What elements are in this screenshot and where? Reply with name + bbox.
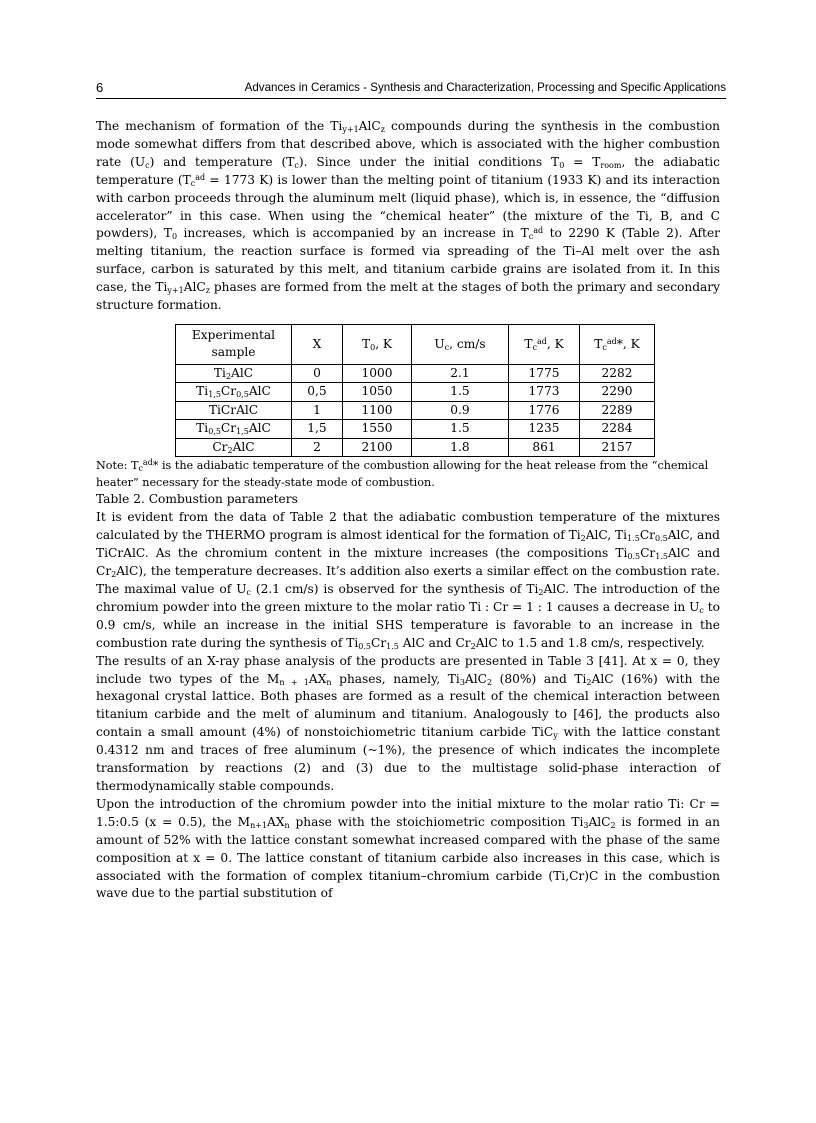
cell-x: 1,5 <box>292 420 343 439</box>
cell-sample: $Ti_2AlC$ <box>176 364 292 383</box>
cell-sample: $Cr_2AlC$ <box>176 438 292 457</box>
table-row <box>176 364 655 383</box>
table-row <box>176 420 655 439</box>
cell-uc: 1.5 <box>412 420 509 439</box>
cell-tad-star: 2157 <box>580 438 655 457</box>
cell-tad-star: 2284 <box>580 420 655 439</box>
cell-tad: 1235 <box>509 420 580 439</box>
header-x: X <box>292 324 343 364</box>
cell-uc: 1.5 <box>412 383 509 402</box>
paragraph: It is evident from the data of Table 2 that the adiabatic combustion temperature of the mixtures calculated by the THERMO program is almost identical for the formation of $Ti_2AlC$, $Ti_{1.5}Cr_{0.5}AlC$, and TiCrAlC. As the chromium content in the mixture increases (the compositions $Ti_{0.5}Cr_{1.5}AlC$ and $Cr_2AlC$), the temperature decreases. It’s addition also exerts a similar effect on the combustion rate. The maximal value of $U_c$ (2.1 cm/s) is observed for the synthesis of $Ti_2AlC$. The introduction of the chromium powder into the green mixture to the molar ratio Ti : Cr = 1 : 1 causes a decrease in $U_c$ to 0.9 cm/s, while an increase in the initial SHS temperature is favorable to an increase in the combustion rate during the synthesis of $Ti_{0.5}Cr_{1.5}$ AlC and $Cr_2AlC$ to 1.5 and 1.8 cm/s, respectively. <box>96 510 720 651</box>
cell-t0: 2100 <box>343 438 412 457</box>
paragraph: Upon the introduction of the chromium powder into the initial mixture to the molar ratio Ti: Cr = 1.5:0.5 (x = 0.5), the $M_{n+1}AX_n$ phase with the stoichiometric composition $Ti_3AlC_2$ is formed in an amount of 52% with the lattice constant somewhat increased compared with the phase of the same composition at x = 0. The lattice constant of titanium carbide also increases in this case, which is associated with the formation of complex titanium–chromium carbide (Ti,Cr)C in the combustion wave due to the partial substitution of <box>96 796 720 901</box>
cell-t0: 1050 <box>343 383 412 402</box>
cell-tad: 1773 <box>509 383 580 402</box>
table-header-row <box>176 324 655 364</box>
cell-uc: 1.8 <box>412 438 509 457</box>
paragraph: The mechanism of formation of the $Ti_{y+1}AlC_z$ compounds during the synthesis in the combustion mode somewhat differs from that described above, which is associated with the higher combustion rate $(U_c)$ and temperature $(T_c)$. Since under the initial conditions $T_0 = T_{room}$, the adiabatic temperature ($T_c^{ad} = 1773$ K) is lower than the melting point of titanium (1933 K) and its interaction with carbon proceeds through the aluminum melt (liquid phase), which is, in essence, the “diffusion accelerator” in this case. When using the “chemical heater” (the mixture of the Ti, B, and C powders), $T_0$ increases, which is accompanied by an increase in $T_c^{ad}$ to 2290 K (Table 2). After melting titanium, the reaction surface is formed via spreading of the Ti–Al melt over the ash surface, carbon is saturated by this melt, and titanium carbide grains are isolated from it. In this case, the $Ti_{y+1}AlC_z$ phases are formed from the melt at the stages of both the primary and secondary structure formation. <box>96 119 721 313</box>
cell-tad-star: 2282 <box>580 364 655 383</box>
cell-sample: $Ti_{1,5}Cr_{0,5}AlC$ <box>176 383 292 402</box>
cell-x: 0,5 <box>292 383 343 402</box>
table-row <box>176 438 655 457</box>
cell-uc: 2.1 <box>412 364 509 383</box>
header-tad-star: $T_c^{ad}*$, K <box>580 324 655 364</box>
cell-x: 2 <box>292 438 343 457</box>
cell-tad-star: 2290 <box>580 383 655 402</box>
cell-x: 0 <box>292 364 343 383</box>
page-number: 6 <box>96 80 104 95</box>
cell-x: 1 <box>292 401 343 420</box>
header-tad: $T_c^{ad}$, K <box>509 324 580 364</box>
running-header <box>96 80 726 99</box>
cell-sample: $Ti_{0,5}Cr_{1,5}AlC$ <box>176 420 292 439</box>
cell-tad: 1776 <box>509 401 580 420</box>
paragraph: The results of an X-ray phase analysis of the products are presented in Table 3 [41]. At x = 0, they include two types of the $M_{n + 1}AX_n$ phases, namely, $Ti_3AlC_2$ (80%) and $Ti_2AlC$ (16%) with the hexagonal crystal lattice. Both phases are formed as a result of the chemical interaction between titanium carbide and the melt of aluminum and titanium. Analogously to [46], the products also contain a small amount (4%) of nonstoichiometric titanium carbide TiC$_y$ with the lattice constant 0.4312 nm and traces of free aluminum (~1%), the presence of which indicates the incomplete transformation by reactions (2) and (3) due to the multistage solid-phase interaction of thermodynamically stable compounds. <box>96 653 720 793</box>
table-caption: Table 2. Combustion parameters <box>96 492 298 507</box>
cell-tad: 861 <box>509 438 580 457</box>
cell-tad: 1775 <box>509 364 580 383</box>
header-uc: $U_c$, cm/s <box>412 324 509 364</box>
cell-sample: TiCrAlC <box>176 401 292 420</box>
table-row <box>176 401 655 420</box>
table-note: Note: $T_c^{ad}*$ is the adiabatic temperature of the combustion allowing for the heat release from the “chemical heater” necessary for the steady-state mode of combustion. <box>96 458 709 490</box>
cell-tad-star: 2289 <box>580 401 655 420</box>
header-sample: Experimental sample <box>176 324 292 364</box>
header-t0: $T_0$, K <box>343 324 412 364</box>
running-title: Advances in Ceramics - Synthesis and Characterization, Processing and Specific Applications <box>244 81 726 94</box>
cell-uc: 0.9 <box>412 401 509 420</box>
combustion-parameters-table <box>175 324 655 458</box>
cell-t0: 1550 <box>343 420 412 439</box>
table-row <box>176 383 655 402</box>
cell-t0: 1100 <box>343 401 412 420</box>
cell-t0: 1000 <box>343 364 412 383</box>
body-text <box>96 118 720 903</box>
